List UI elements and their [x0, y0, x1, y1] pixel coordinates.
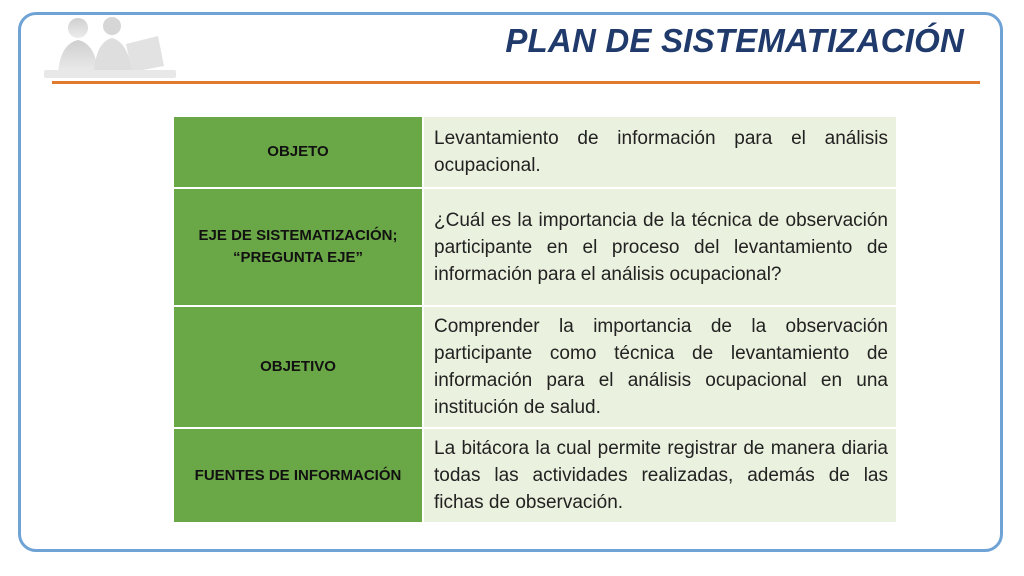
people-at-desk-silhouette-icon: [40, 14, 180, 82]
row-label-eje: EJE DE SISTEMATIZACIÓN; “PREGUNTA EJE”: [173, 188, 423, 306]
row-value-objetivo: Comprender la importancia de la observación participante como técnica de levantamiento de información para el análisis ocupacional en una institución de salud.: [423, 306, 897, 428]
table-row: [173, 428, 897, 523]
row-label-objeto: OBJETO: [173, 116, 423, 188]
page-title: PLAN DE SISTEMATIZACIÓN: [505, 22, 964, 59]
table-row: [173, 306, 897, 428]
row-value-objeto: Levantamiento de información para el análisis ocupacional.: [423, 116, 897, 188]
row-value-fuentes: La bitácora la cual permite registrar de manera diaria todas las actividades realizadas, además de las fichas de observación.: [423, 428, 897, 523]
table-row: [173, 188, 897, 306]
row-label-fuentes: FUENTES DE INFORMACIÓN: [173, 428, 423, 523]
plan-table: [172, 115, 898, 524]
row-label-objetivo: OBJETIVO: [173, 306, 423, 428]
table-row: [173, 116, 897, 188]
row-value-eje: ¿Cuál es la importancia de la técnica de observación participante en el proceso del levantamiento de información para el análisis ocupacional?: [423, 188, 897, 306]
title-divider: [52, 81, 980, 84]
